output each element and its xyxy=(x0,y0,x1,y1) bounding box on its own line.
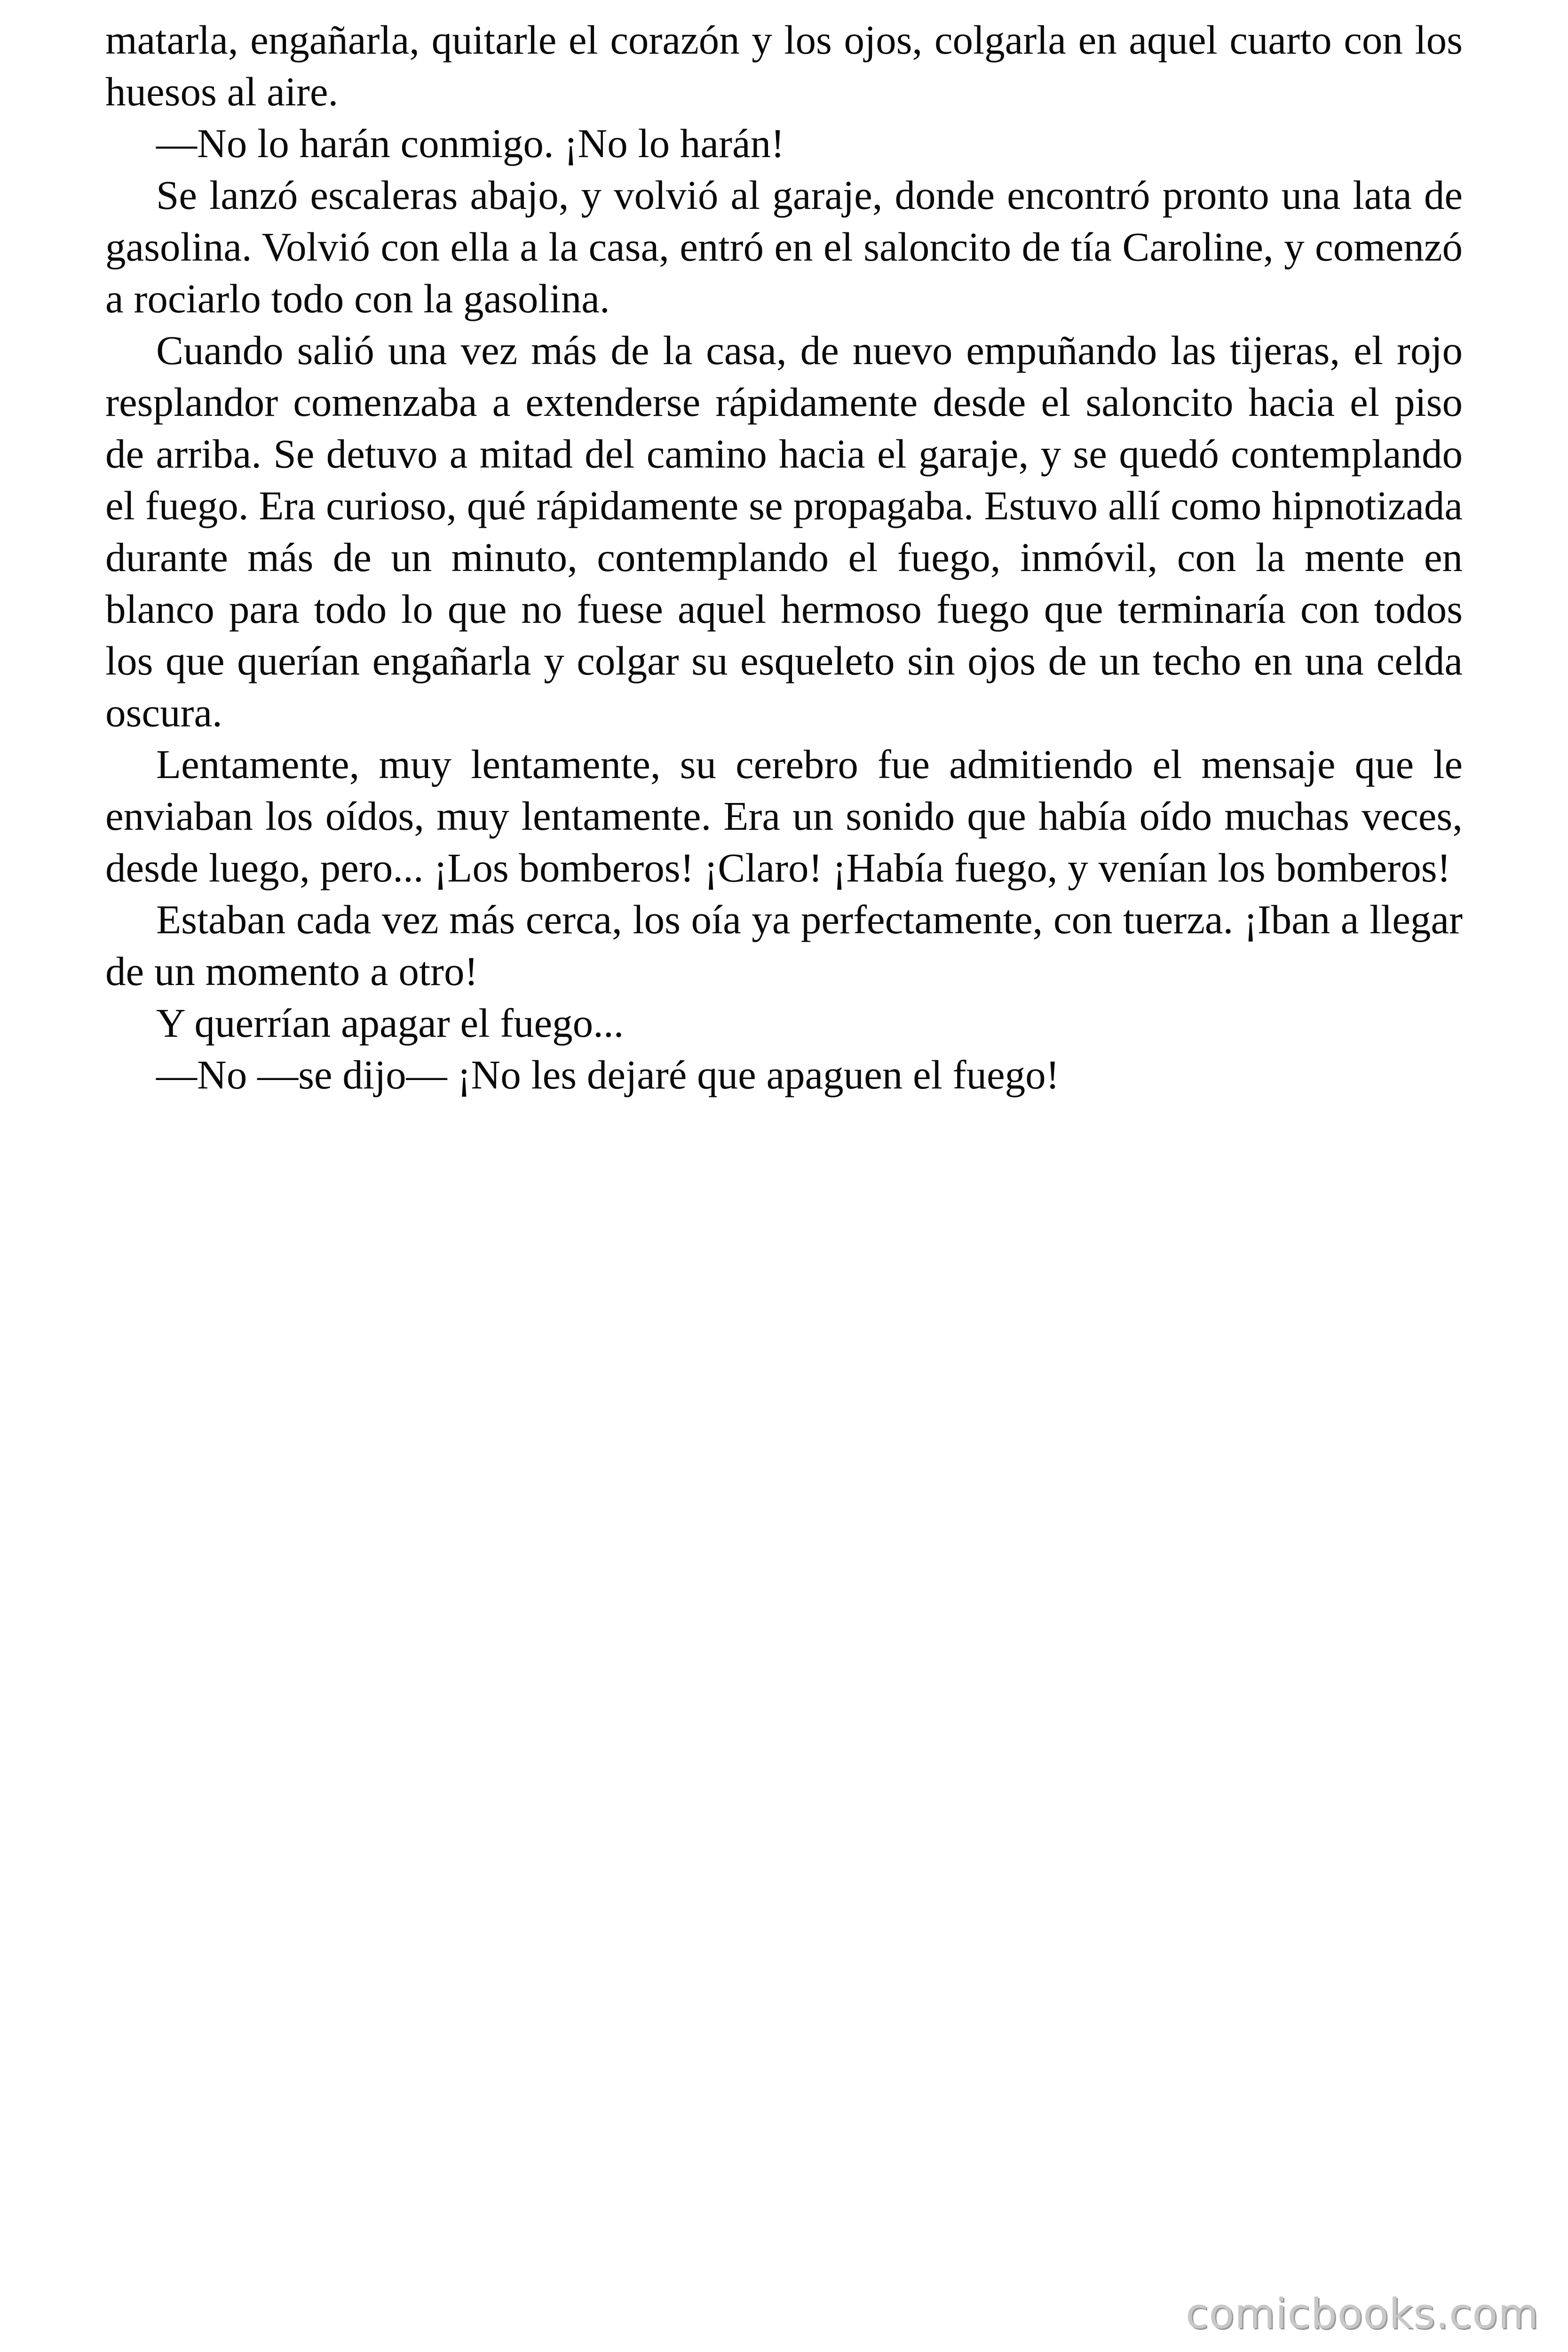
paragraph-continuation: matarla, engañarla, quitarle el corazón y los ojos, colgarla en aquel cuarto con los huesos al aire. xyxy=(105,17,1463,114)
watermark: comicbooks.com xyxy=(1185,2289,1539,2338)
paragraph: Cuando salió una vez más de la casa, de nuevo empuñando las tijeras, el rojo resplandor comenzaba a extenderse rápidamente desde el saloncito hacia el piso de arriba. Se detuvo a mitad del camino hacia el garaje, y se quedó contemplando el fuego. Era curioso, qué rápidamente se propagaba. Estuvo allí como hipnotizada durante más de un minuto, contemplando el fuego, inmóvil, con la mente en blanco para todo lo que no fuese aquel hermoso fuego que terminaría con todos los que querían engañarla y colgar su esqueleto sin ojos de un techo en una celda oscura. xyxy=(105,327,1463,735)
paragraph-dialogue: —No lo harán conmigo. ¡No lo harán! xyxy=(156,120,785,166)
paragraph: Y querrían apagar el fuego... xyxy=(156,1000,624,1046)
paragraph: Lentamente, muy lentamente, su cerebro fue admitiendo el mensaje que le enviaban los oídos, muy lentamente. Era un sonido que había oído muchas veces, desde luego, pero... ¡Los bomberos! ¡Claro! ¡Había fuego, y venían los bomberos! xyxy=(105,741,1463,890)
page-body-text xyxy=(105,14,1463,1101)
paragraph: Se lanzó escaleras abajo, y volvió al garaje, donde encontró pronto una lata de gasolina. Volvió con ella a la casa, entró en el saloncito de tía Caroline, y comenzó a rociarlo todo con la gasolina. xyxy=(105,172,1463,321)
paragraph-dialogue: —No —se dijo— ¡No les dejaré que apaguen el fuego! xyxy=(156,1052,1060,1097)
paragraph: Estaban cada vez más cerca, los oía ya perfectamente, con tuerza. ¡Iban a llegar de un momento a otro! xyxy=(105,897,1463,994)
